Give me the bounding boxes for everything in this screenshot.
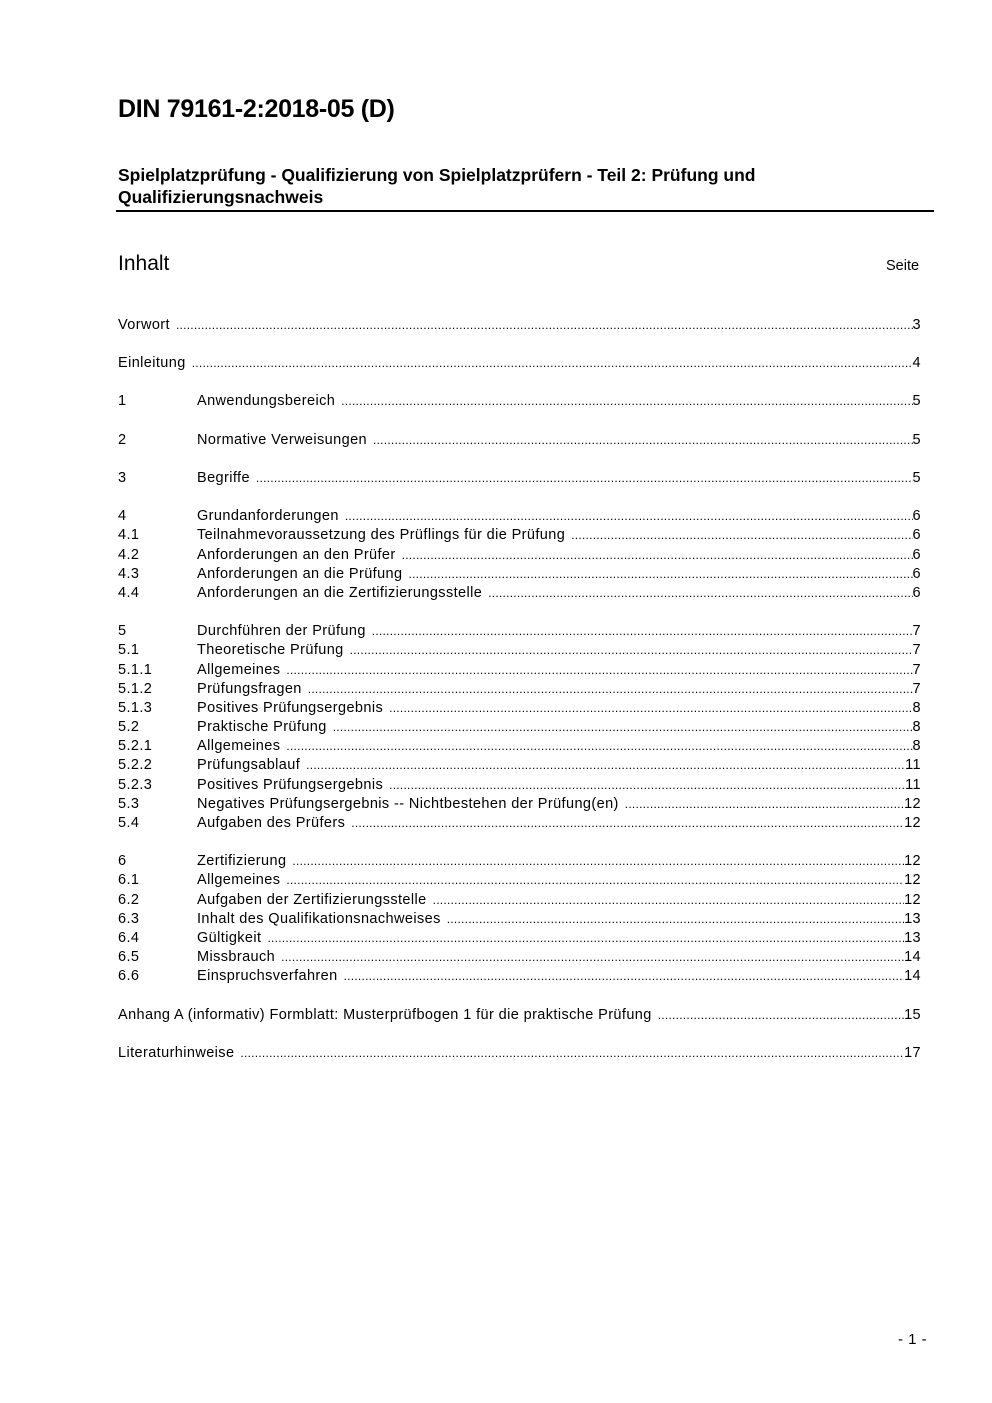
toc-entry-6-5[interactable] [118, 948, 921, 967]
toc-entry-page: 7 [912, 662, 921, 678]
toc-entry-title: Zertifizierung [197, 853, 287, 869]
toc-entry-title: Grundanforderungen [197, 508, 339, 524]
toc-entry-page: 11 [905, 777, 921, 793]
toc-dot-leader [350, 641, 913, 660]
toc-dot-leader [341, 392, 912, 411]
toc-entry-number: 5.1.1 [118, 662, 153, 678]
toc-entry-title: Aufgaben der Zertifizierungsstelle [197, 892, 427, 908]
toc-entry-page: 6 [912, 527, 921, 543]
toc-entry-title: Anforderungen an den Prüfer [197, 547, 396, 563]
toc-entry-number: 5.1 [118, 642, 140, 658]
toc-entry-page: 17 [904, 1045, 921, 1061]
toc-entry-title: Anwendungsbereich [197, 393, 336, 409]
toc-entry-title: Vorwort [118, 317, 170, 333]
toc-entry-title: Teilnahmevoraussetzung des Prüflings für die Prüfung [197, 527, 566, 543]
toc-entry-5-2-3[interactable] [118, 776, 921, 795]
toc-entry-title: Literaturhinweise [118, 1045, 235, 1061]
toc-entry-title: Anforderungen an die Zertifizierungsstelle [197, 585, 483, 601]
toc-entry-5-4[interactable] [118, 814, 921, 833]
toc-entry-page: 8 [912, 738, 921, 754]
toc-entry-title: Praktische Prüfung [197, 719, 327, 735]
toc-entry-literaturhinweise[interactable] [118, 1044, 921, 1063]
toc-entry-title: Missbrauch [197, 949, 276, 965]
toc-entry-page: 14 [904, 949, 921, 965]
toc-entry-page: 6 [912, 547, 921, 563]
toc-heading: Inhalt [118, 252, 170, 275]
toc-dot-leader [351, 814, 904, 833]
toc-entry-title: Normative Verweisungen [197, 432, 367, 448]
toc-entry-5-2-1[interactable] [118, 737, 921, 756]
toc-page-column-label: Seite [886, 258, 920, 274]
toc-entry-number: 6 [118, 853, 127, 869]
toc-dot-leader [192, 354, 913, 373]
toc-dot-leader [306, 756, 905, 775]
toc-entry-page: 12 [904, 815, 921, 831]
toc-entry-number: 5.3 [118, 796, 140, 812]
toc-entry-title: Positives Prüfungsergebnis [197, 777, 384, 793]
toc-entry-title: Negatives Prüfungsergebnis -- Nichtbestehen der Prüfung(en) [197, 796, 619, 812]
toc-entry-6-3[interactable] [118, 910, 921, 929]
toc-entry-number: 6.5 [118, 949, 140, 965]
toc-entry-page: 3 [912, 317, 921, 333]
toc-entry-title: Anforderungen an die Prüfung [197, 566, 403, 582]
toc-entry-1[interactable] [118, 392, 921, 411]
toc-entry-4-4[interactable] [118, 584, 921, 603]
toc-entry-anhang-a[interactable] [118, 1006, 921, 1025]
toc-entry-number: 6.2 [118, 892, 140, 908]
toc-entry-title: Aufgaben des Prüfers [197, 815, 346, 831]
toc-dot-leader [658, 1006, 904, 1025]
toc-entry-number: 6.3 [118, 911, 140, 927]
toc-entry-page: 5 [912, 432, 921, 448]
toc-dot-leader [281, 948, 904, 967]
toc-entry-page: 4 [912, 355, 921, 371]
toc-dot-leader [433, 891, 904, 910]
toc-entry-page: 12 [904, 796, 921, 812]
toc-dot-leader [447, 910, 904, 929]
toc-entry-number: 5.4 [118, 815, 140, 831]
toc-entry-page: 7 [912, 681, 921, 697]
toc-entry-number: 2 [118, 432, 127, 448]
toc-entry-5-2[interactable] [118, 718, 921, 737]
toc-entry-page: 13 [904, 911, 921, 927]
toc-entry-number: 5.2 [118, 719, 140, 735]
toc-dot-leader [373, 431, 913, 450]
toc-entry-6-6[interactable] [118, 967, 921, 986]
toc-entry-page: 12 [904, 853, 921, 869]
toc-entry-5-1-1[interactable] [118, 661, 921, 680]
toc-entry-title: Allgemeines [197, 872, 281, 888]
toc-entry-3[interactable] [118, 469, 921, 488]
toc-dot-leader [408, 565, 912, 584]
toc-entry-title: Inhalt des Qualifikationsnachweises [197, 911, 441, 927]
toc-entry-number: 3 [118, 470, 127, 486]
toc-entry-title: Theoretische Prüfung [197, 642, 344, 658]
toc-entry-page: 6 [912, 508, 921, 524]
toc-entry-page: 6 [912, 585, 921, 601]
toc-entry-page: 5 [912, 393, 921, 409]
toc-entry-4-3[interactable] [118, 565, 921, 584]
toc-entry-einleitung[interactable] [118, 354, 921, 373]
toc-entry-number: 4.4 [118, 585, 140, 601]
toc-entry-5[interactable] [118, 622, 921, 641]
toc-entry-title: Prüfungsfragen [197, 681, 302, 697]
toc-entry-page: 7 [912, 642, 921, 658]
toc-dot-leader [389, 699, 912, 718]
toc-entry-title: Anhang A (informativ) Formblatt: Musterprüfbogen 1 für die praktische Prüfung [118, 1007, 652, 1023]
toc-entry-number: 5.1.2 [118, 681, 153, 697]
toc-dot-leader [176, 316, 913, 335]
toc-entry-number: 5 [118, 623, 127, 639]
toc-entry-number: 1 [118, 393, 127, 409]
toc-entry-title: Durchführen der Prüfung [197, 623, 366, 639]
toc-entry-5-1-2[interactable] [118, 680, 921, 699]
toc-entry-4[interactable] [118, 507, 921, 526]
toc-entry-number: 4.3 [118, 566, 140, 582]
toc-dot-leader [286, 871, 904, 890]
toc-dot-leader [292, 852, 904, 871]
toc-entry-page: 12 [904, 892, 921, 908]
toc-entry-6-4[interactable] [118, 929, 921, 948]
toc-dot-leader [286, 737, 912, 756]
toc-dot-leader [345, 507, 913, 526]
toc-dot-leader [308, 680, 913, 699]
toc-entry-page: 7 [912, 623, 921, 639]
toc-dot-leader [625, 795, 904, 814]
toc-dot-leader [240, 1044, 904, 1063]
toc-dot-leader [267, 929, 904, 948]
toc-entry-title: Positives Prüfungsergebnis [197, 700, 384, 716]
toc-dot-leader [389, 776, 905, 795]
toc-entry-title: Einspruchsverfahren [197, 968, 338, 984]
toc-entry-6-2[interactable] [118, 891, 921, 910]
toc-entry-title: Begriffe [197, 470, 250, 486]
toc-entry-number: 4.2 [118, 547, 140, 563]
toc-dot-leader [256, 469, 913, 488]
toc-dot-leader [286, 661, 912, 680]
toc-dot-leader [402, 546, 913, 565]
toc-entry-number: 4 [118, 508, 127, 524]
toc-entry-vorwort[interactable] [118, 316, 921, 335]
toc-entry-number: 4.1 [118, 527, 140, 543]
document-title: Spielplatzprüfung - Qualifizierung von Spielplatzprüfern - Teil 2: Prüfung und Qualifizierungsnachweis [118, 165, 756, 207]
toc-entry-number: 5.2.3 [118, 777, 153, 793]
toc-entry-page: 15 [904, 1007, 921, 1023]
toc-entry-6-1[interactable] [118, 871, 921, 890]
toc-entry-number: 5.2.2 [118, 757, 153, 773]
toc-entry-title: Gültigkeit [197, 930, 262, 946]
page-number: - 1 - [898, 1331, 928, 1348]
toc-dot-leader [488, 584, 912, 603]
toc-entry-page: 11 [905, 757, 921, 773]
toc-entry-number: 6.4 [118, 930, 140, 946]
toc-entry-title: Prüfungsablauf [197, 757, 301, 773]
toc-entry-title: Einleitung [118, 355, 186, 371]
toc-entry-5-1-3[interactable] [118, 699, 921, 718]
toc-entry-page: 14 [904, 968, 921, 984]
toc-entry-6[interactable] [118, 852, 921, 871]
table-of-contents [118, 0, 921, 1403]
toc-entry-5-3[interactable] [118, 795, 921, 814]
toc-entry-4-2[interactable] [118, 546, 921, 565]
toc-entry-number: 5.1.3 [118, 700, 153, 716]
toc-entry-number: 5.2.1 [118, 738, 153, 754]
toc-entry-5-2-2[interactable] [118, 756, 921, 775]
toc-entry-2[interactable] [118, 431, 921, 450]
document-id: DIN 79161-2:2018-05 (D) [118, 95, 395, 123]
toc-entry-number: 6.6 [118, 968, 140, 984]
toc-dot-leader [372, 622, 913, 641]
toc-entry-4-1[interactable] [118, 526, 921, 545]
toc-entry-5-1[interactable] [118, 641, 921, 660]
toc-entry-title: Allgemeines [197, 662, 281, 678]
toc-entry-number: 6.1 [118, 872, 140, 888]
toc-entry-page: 6 [912, 566, 921, 582]
toc-entry-page: 5 [912, 470, 921, 486]
toc-dot-leader [344, 967, 904, 986]
toc-entry-page: 8 [912, 719, 921, 735]
toc-entry-page: 13 [904, 930, 921, 946]
toc-dot-leader [333, 718, 913, 737]
toc-dot-leader [571, 526, 912, 545]
toc-entry-page: 12 [904, 872, 921, 888]
toc-entry-title: Allgemeines [197, 738, 281, 754]
toc-entry-page: 8 [912, 700, 921, 716]
